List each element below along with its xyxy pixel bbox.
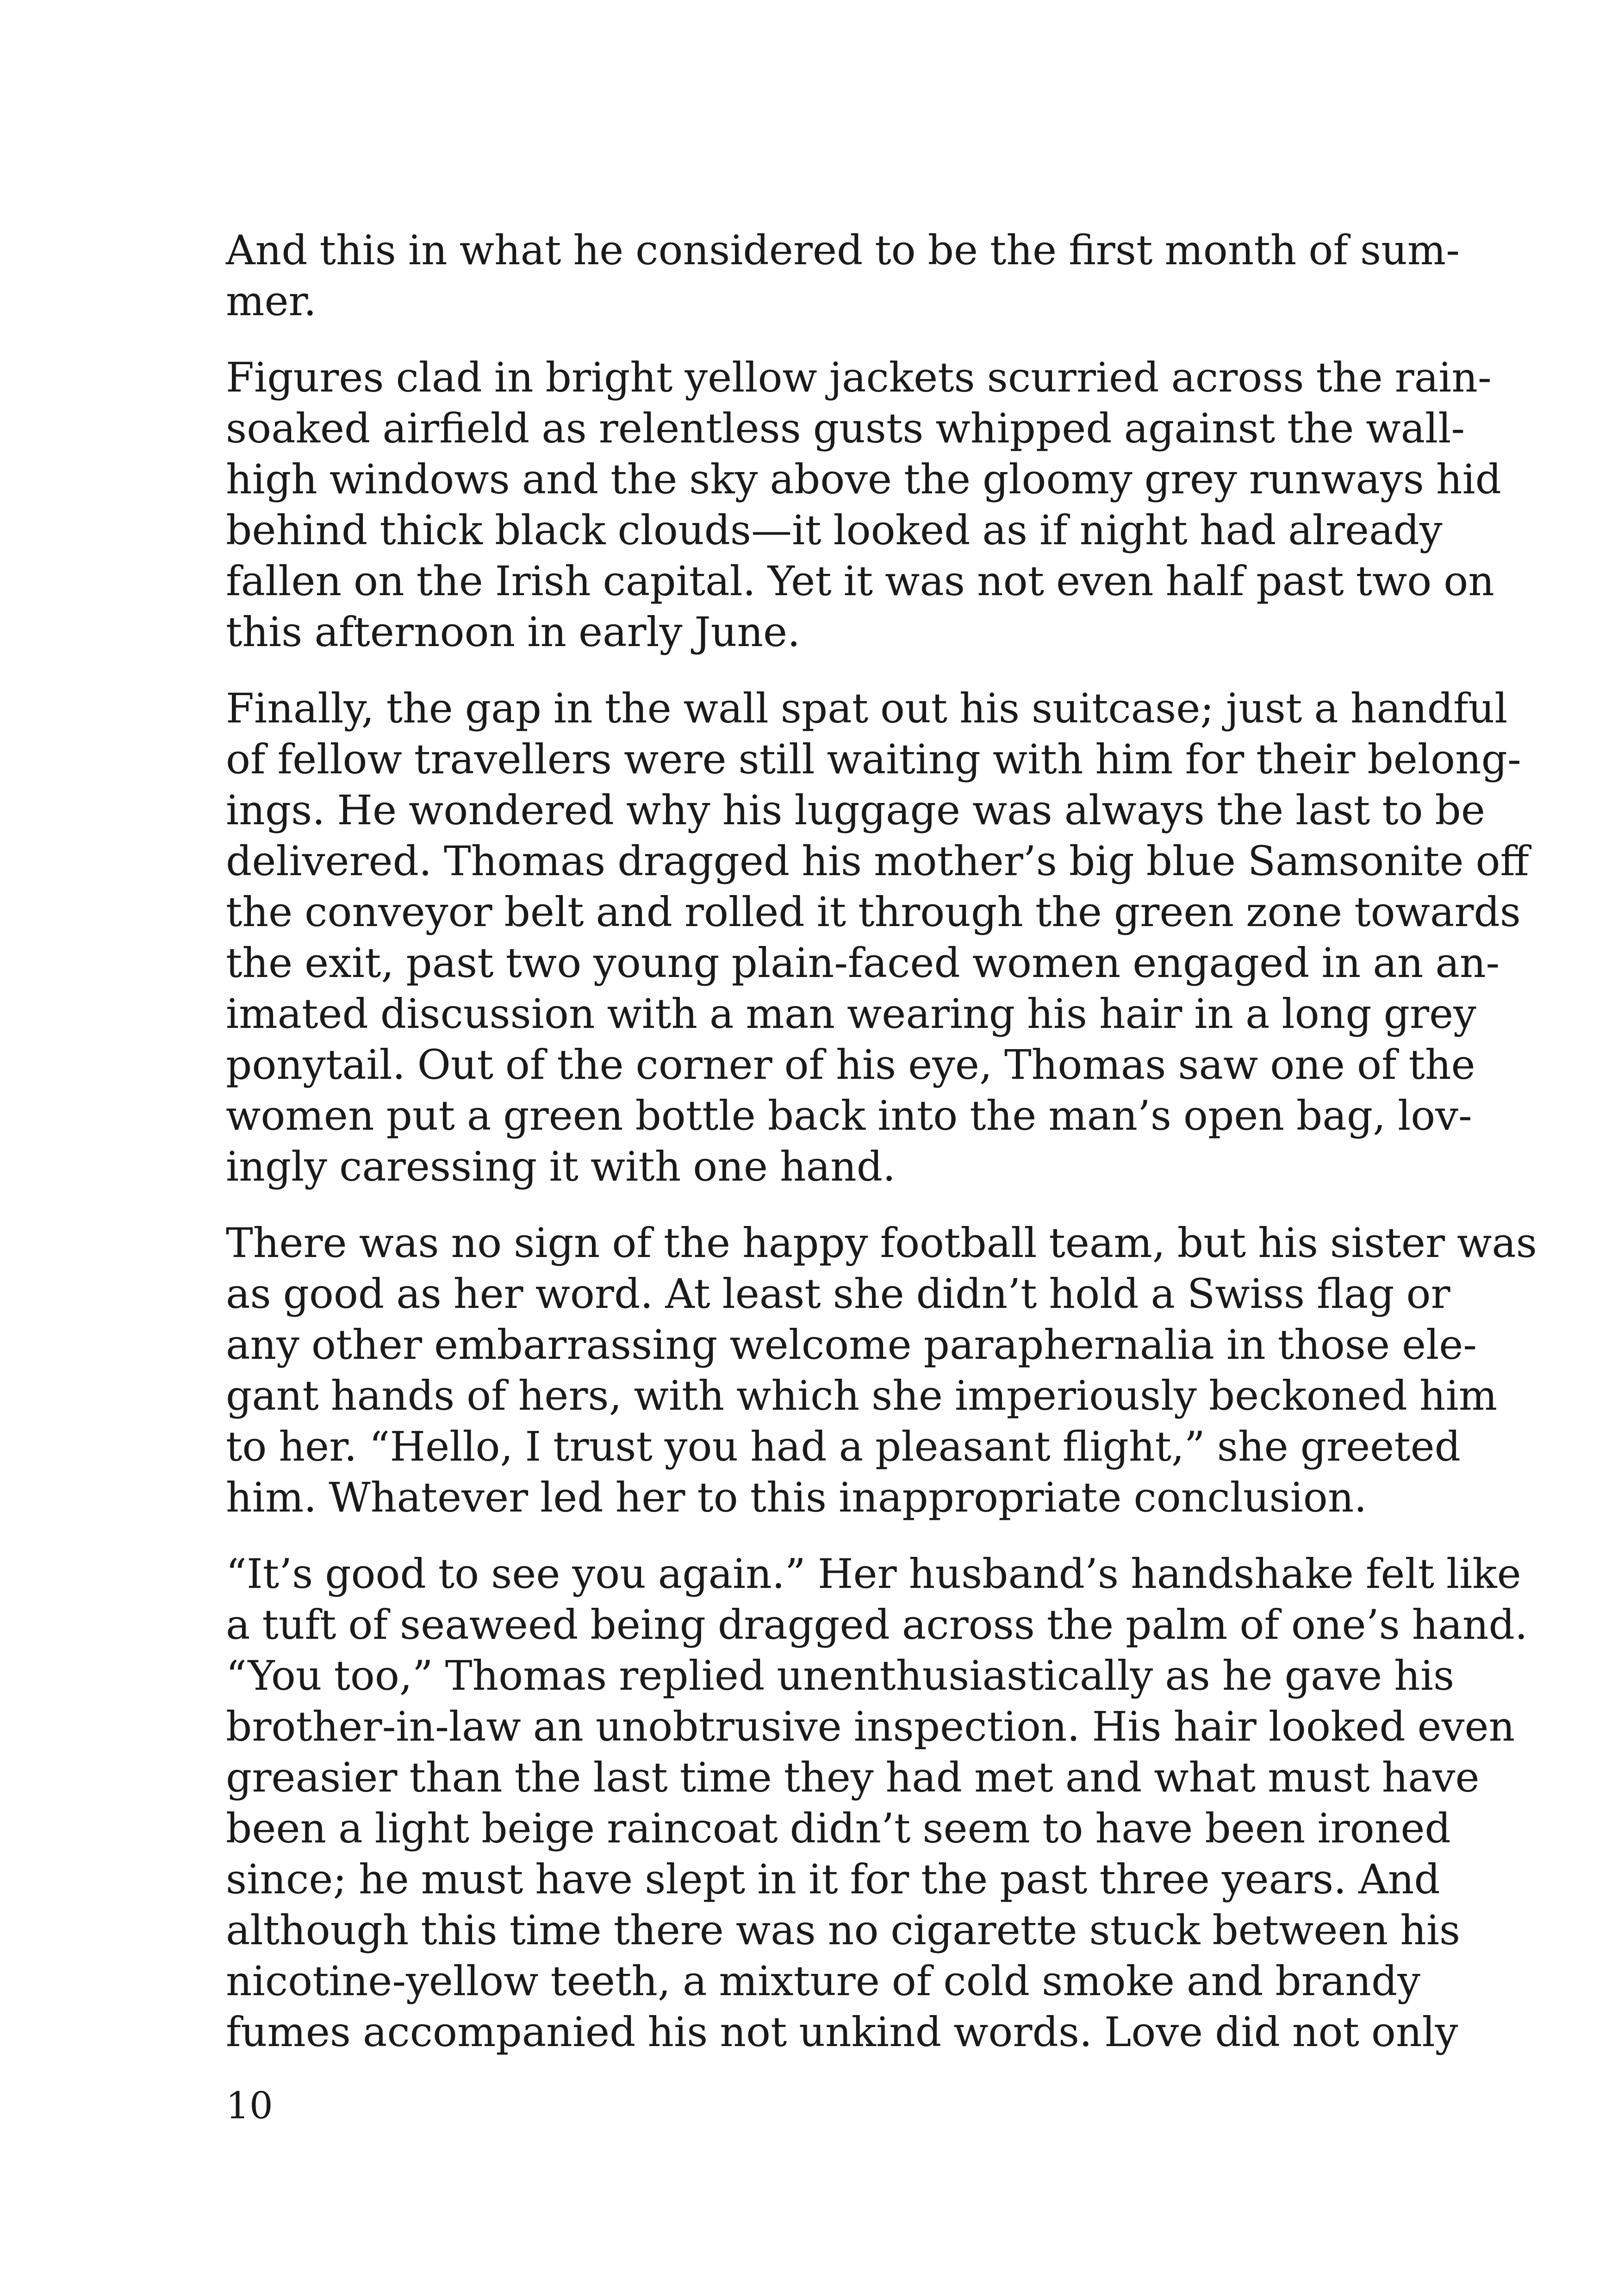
text-line: of fellow travellers were still waiting with him for their belong- [226, 735, 1521, 783]
text-line: since; he must have slept in it for the past three years. And [226, 1855, 1440, 1903]
paragraph-3 [226, 683, 1529, 1192]
text-line: although this time there was no cigarette stuck between his [226, 1906, 1461, 1954]
text-line: “You too,” Thomas replied unenthusiastically as he gave his [226, 1652, 1455, 1699]
text-line: greasier than the last time they had met and what must have [226, 1754, 1480, 1801]
text-line: “It’s good to see you again.” Her husband’s handshake felt like [226, 1550, 1521, 1598]
text-line: Figures clad in bright yellow jackets scurried across the rain- [226, 354, 1492, 401]
text-line: women put a green bottle back into the man’s open bag, lov- [226, 1092, 1472, 1139]
paragraph-2 [226, 352, 1501, 658]
text-line: brother-in-law an unobtrusive inspection. His hair looked even [226, 1703, 1515, 1750]
text-line: behind thick black clouds—it looked as if night had already [226, 506, 1443, 554]
text-line: been a light beige raincoat didn’t seem to have been ironed [226, 1804, 1451, 1852]
text-line: as good as her word. At least she didn’t hold a Swiss flag or [226, 1270, 1450, 1318]
text-line: any other embarrassing welcome paraphernalia in those ele- [226, 1321, 1477, 1369]
text-line: Finally, the gap in the wall spat out his suitcase; just a handful [226, 684, 1508, 732]
page-number: 10 [226, 2084, 273, 2127]
body-text [226, 225, 1537, 2083]
text-line: imated discussion with a man wearing his hair in a long grey [226, 990, 1476, 1038]
text-line: And this in what he considered to be the first month of sum- [226, 226, 1460, 274]
text-line: high windows and the sky above the gloomy grey runways hid [226, 455, 1501, 503]
text-line: fumes accompanied his not unkind words. Love did not only [226, 2008, 1458, 2056]
paragraph-1 [226, 225, 1460, 327]
text-line: the exit, past two young plain-faced women engaged in an an- [226, 939, 1500, 987]
text-line: this afternoon in early June. [226, 608, 801, 656]
text-line: the conveyor belt and rolled it through the green zone towards [226, 888, 1521, 936]
text-line: fallen on the Irish capital. Yet it was not even half past two on [226, 557, 1494, 605]
text-line: gant hands of hers, with which she imperiously beckoned him [226, 1372, 1498, 1419]
text-line: ingly caressing it with one hand. [226, 1143, 896, 1190]
text-line: ings. He wondered why his luggage was always the last to be [226, 786, 1485, 834]
text-line: soaked airfield as relentless gusts whipped against the wall- [226, 404, 1465, 452]
text-line: to her. “Hello, I trust you had a pleasant flight,” she greeted [226, 1423, 1461, 1470]
text-line: There was no sign of the happy football team, but his sister was [226, 1219, 1537, 1267]
text-line: him. Whatever led her to this inappropriate conclusion. [226, 1474, 1367, 1521]
text-line: nicotine-yellow teeth, a mixture of cold smoke and brandy [226, 1957, 1420, 2005]
text-line: mer. [226, 277, 317, 325]
text-line: delivered. Thomas dragged his mother’s big blue Samsonite off [226, 837, 1529, 885]
paragraph-5 [226, 1549, 1528, 2058]
text-line: ponytail. Out of the corner of his eye, Thomas saw one of the [226, 1041, 1475, 1089]
paragraph-4 [226, 1218, 1537, 1523]
text-line: a tuft of seaweed being dragged across the palm of one’s hand. [226, 1601, 1528, 1649]
